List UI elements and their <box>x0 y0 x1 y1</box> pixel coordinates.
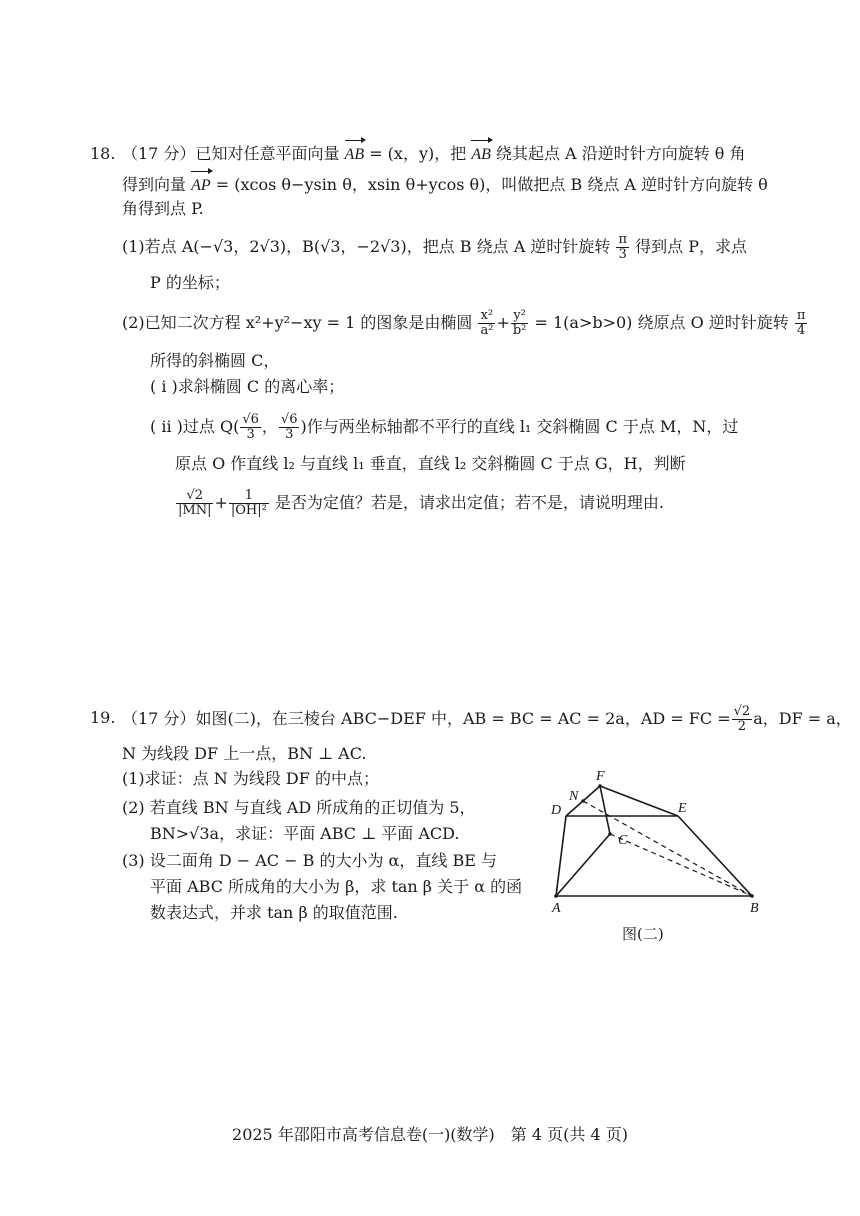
problem-19-part-2-cont: BN>√3a，求证：平面 ABC ⊥ 平面 ACD. <box>150 824 460 843</box>
frac-den: a² <box>480 323 494 338</box>
problem-19-line-2: N 为线段 DF 上一点，BN ⊥ AC. <box>122 744 367 763</box>
label-d: D <box>551 803 562 818</box>
text-span: ( ⅱ )过点 Q( <box>150 417 240 436</box>
problem-18-line-3: 角得到点 P. <box>122 199 204 218</box>
problem-19-part-3: (3) 设二面角 D − AC − B 的大小为 α，直线 BE 与 <box>122 851 497 870</box>
text-span: (1)若点 A(−√3，2√3)，B(√3，−2√3)，把点 B 绕点 A 逆时针旋转 <box>122 237 611 256</box>
edge-cb-dashed <box>610 834 752 896</box>
frac-den: |OH|² <box>230 503 267 518</box>
label-e: E <box>678 801 687 816</box>
point-a <box>554 894 558 898</box>
text-span: = 1(a>b>0) 绕原点 O 逆时针旋转 <box>534 313 789 332</box>
vector-ap: AP <box>191 173 211 199</box>
problem-18-part-2-cont: 所得的斜椭圆 C， <box>150 351 280 370</box>
problem-19-part-2: (2) 若直线 BN 与直线 AD 所成角的正切值为 5， <box>122 798 476 817</box>
text-span: 得到向量 <box>122 175 187 194</box>
fraction <box>795 309 808 338</box>
problem-18-part-1-cont: P 的坐标； <box>150 273 230 292</box>
fraction <box>229 489 269 518</box>
frac-den: 4 <box>797 323 806 338</box>
text-span: 绕其起点 A 沿逆时针方向旋转 θ 角 <box>495 144 746 163</box>
frac-num: x² <box>478 309 495 324</box>
frac-den: |MN| <box>178 503 212 518</box>
comma: ， <box>261 417 278 436</box>
frac-den: 2 <box>737 719 747 734</box>
frac-num: y² <box>511 309 529 324</box>
figure-caption: 图(二) <box>622 925 664 943</box>
problem-19-number: 19. <box>90 708 116 727</box>
text-span: a，DF = a， <box>753 709 852 728</box>
problem-19-part-3-cont: 平面 ABC 所成角的大小为 β，求 tan β 关于 α 的函 <box>150 877 523 896</box>
problem-19-part-3-cont2: 数表达式，并求 tan β 的取值范围. <box>150 903 398 922</box>
label-a: A <box>552 901 561 916</box>
edge-da <box>556 816 566 896</box>
point-b <box>750 894 754 898</box>
frac-num: π <box>618 232 628 247</box>
vector-ab: AB <box>471 142 491 168</box>
problem-18-part-2-ii <box>150 413 738 442</box>
problem-18-part-2 <box>122 309 808 338</box>
problem-18-part-2-ii-cont2 <box>175 489 664 518</box>
fraction <box>240 413 261 442</box>
text-span: 得到点 P，求点 <box>635 237 747 256</box>
label-n: N <box>569 789 579 804</box>
frac-num: √6 <box>280 412 298 427</box>
text-span: )作与两坐标轴都不平行的直线 l₁ 交斜椭圆 C 于点 M，N，过 <box>300 417 739 436</box>
problem-18-line-2 <box>122 172 768 199</box>
text-span: (2)已知二次方程 x²+y²−xy = 1 的图象是由椭圆 <box>122 313 473 332</box>
text-span: = (x，y)，把 <box>369 144 467 163</box>
text-span: = (xcos θ−ysin θ，xsin θ+ycos θ)，叫做把点 B 绕点 A 逆时针方向旋转 θ <box>215 175 768 194</box>
plus-sign: + <box>496 313 510 332</box>
point-f <box>598 784 602 788</box>
frac-den: 3 <box>246 427 255 442</box>
edge-ac <box>556 834 610 896</box>
fraction <box>478 309 495 338</box>
problem-19-line-1 <box>122 705 852 734</box>
problem-18-part-2-ii-cont: 原点 O 作直线 l₂ 与直线 l₁ 垂直，直线 l₂ 交斜椭圆 C 于点 G，H，判断 <box>175 454 686 473</box>
fraction <box>732 705 753 734</box>
frac-num: √2 <box>176 489 213 504</box>
frustum-figure <box>548 766 770 916</box>
label-c: C <box>618 833 628 848</box>
plus-sign: + <box>214 493 228 512</box>
edge-fe <box>600 786 678 816</box>
text-span: （17 分）已知对任意平面向量 <box>122 144 340 163</box>
problem-18-part-1 <box>122 233 747 262</box>
problem-18-number: 18. <box>90 144 116 163</box>
frac-num: 1 <box>229 489 269 504</box>
page-footer: 2025 年邵阳市高考信息卷(一)(数学) 第 4 页(共 4 页) <box>232 1125 628 1144</box>
problem-18-line-1 <box>122 141 746 168</box>
fraction <box>176 489 213 518</box>
fraction <box>511 309 529 338</box>
problem-19-part-1: (1)求证：点 N 为线段 DF 的中点； <box>122 769 379 788</box>
frac-den: b² <box>512 323 527 338</box>
edge-eb <box>678 816 752 896</box>
frac-den: 3 <box>618 247 627 262</box>
vector-ab: AB <box>345 142 365 168</box>
fraction <box>616 233 629 262</box>
label-f: F <box>596 769 605 784</box>
point-c <box>608 832 612 836</box>
label-b: B <box>750 901 759 916</box>
problem-18-part-2-i: ( ⅰ )求斜椭圆 C 的离心率； <box>150 377 345 396</box>
text-span: （17 分）如图(二)，在三棱台 ABC−DEF 中，AB = BC = AC = 2a，AD = FC = <box>122 709 731 728</box>
frac-num: √2 <box>733 704 751 719</box>
frac-den: 3 <box>285 427 294 442</box>
text-span: 是否为定值？若是，请求出定值；若不是，请说明理由. <box>274 493 665 512</box>
frac-num: π <box>796 308 806 323</box>
point-n <box>581 799 585 803</box>
fraction <box>279 413 300 442</box>
edge-fc <box>600 786 610 834</box>
frac-num: √6 <box>242 412 259 427</box>
